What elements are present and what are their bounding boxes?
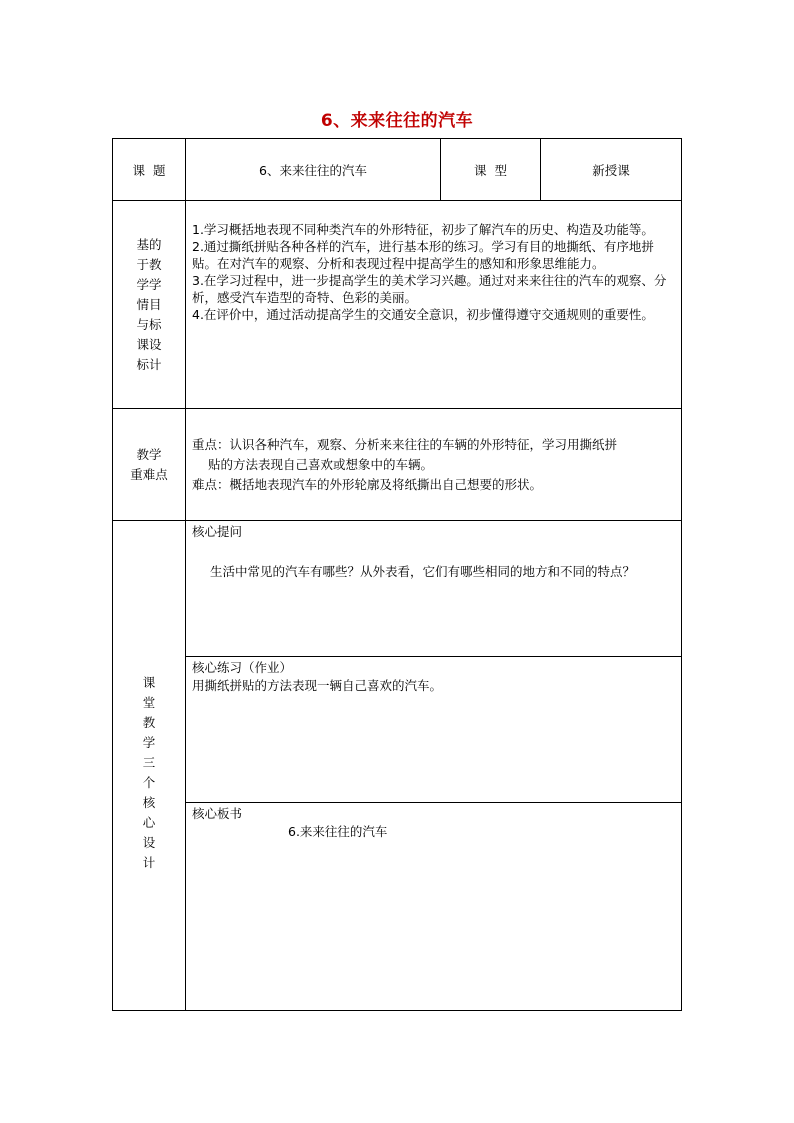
core-question-text: 生活中常见的汽车有哪些？从外表看，它们有哪些相同的地方和不同的特点？: [210, 564, 636, 579]
core-design-label: [113, 521, 186, 1011]
core-label-char: 设: [142, 835, 156, 850]
goals-row: [113, 201, 682, 409]
core-question-row: [113, 521, 682, 657]
keypoints-label-line: 教学: [136, 446, 162, 462]
core-board-cell: [186, 803, 682, 1011]
goals-label-line: 标计: [136, 356, 162, 372]
keypoints-label-line: 重难点: [130, 466, 168, 482]
core-label-char: 堂: [142, 695, 156, 710]
core-label-char: 个: [142, 775, 156, 790]
core-board-title: 核心板书: [192, 806, 243, 821]
core-label-char: 学: [142, 735, 156, 750]
header-row: [113, 139, 682, 201]
goals-label-line: 基的: [136, 236, 162, 252]
course-value: 6、来来往往的汽车: [186, 139, 441, 201]
core-practice-row: [113, 657, 682, 803]
focus-line-continued: 贴的方法表现自己喜欢或想象中的车辆。: [208, 456, 434, 472]
goals-label-line: 于教: [136, 256, 162, 272]
core-label-char: 教: [142, 715, 156, 730]
core-label-char: 心: [142, 815, 156, 830]
goals-label-line: 情目: [136, 296, 162, 312]
type-value: 新授课: [541, 139, 682, 201]
goals-label-line: 学学: [136, 276, 162, 292]
core-board-row: [113, 803, 682, 1011]
goals-label: [113, 201, 186, 409]
goal-item: 2.通过撕纸拼贴各种各样的汽车，进行基本形的练习。学习有目的地撕纸、有序地拼贴。在对汽车的观察、分析和表现过程中提高学生的感知和形象思维能力。: [192, 239, 654, 271]
core-practice-cell: [186, 657, 682, 803]
goals-label-line: 与标: [136, 316, 162, 332]
core-practice-text: 用撕纸拼贴的方法表现一辆自己喜欢的汽车。: [192, 678, 443, 693]
goals-content: [186, 201, 682, 409]
core-label-char: 核: [142, 795, 156, 810]
goal-item: 4.在评价中，通过活动提高学生的交通安全意识，初步懂得遵守交通规则的重要性。: [192, 307, 654, 322]
core-label-char: 计: [142, 855, 156, 870]
core-board-text: 6.来来往往的汽车: [288, 824, 388, 839]
keypoints-row: [113, 409, 682, 521]
course-label: 课 题: [113, 139, 186, 201]
type-label: 课 型: [441, 139, 541, 201]
keypoints-content: [186, 409, 682, 521]
lesson-plan-table: [112, 138, 682, 1011]
goals-label-line: 课设: [136, 336, 162, 352]
core-label-char: 课: [142, 675, 156, 690]
focus-line: 重点：认识各种汽车，观察、分析来来往往的车辆的外形特征，学习用撕纸拼: [192, 436, 618, 452]
document-title: 6、来来往往的汽车: [320, 111, 474, 131]
core-label-char: 三: [142, 755, 156, 770]
difficulty-line: 难点：概括地表现汽车的外形轮廓及将纸撕出自己想要的形状。: [192, 476, 543, 492]
core-question-title: 核心提问: [192, 524, 243, 539]
goal-item: 3.在学习过程中，进一步提高学生的美术学习兴趣。通过对来来往往的汽车的观察、分析，感受汽车造型的奇特、色彩的美丽。: [192, 273, 667, 305]
keypoints-label: [113, 409, 186, 521]
core-practice-title: 核心练习（作业）: [192, 660, 293, 675]
goal-item: 1.学习概括地表现不同种类汽车的外形特征，初步了解汽车的历史、构造及功能等。: [192, 222, 654, 237]
core-question-cell: [186, 521, 682, 657]
